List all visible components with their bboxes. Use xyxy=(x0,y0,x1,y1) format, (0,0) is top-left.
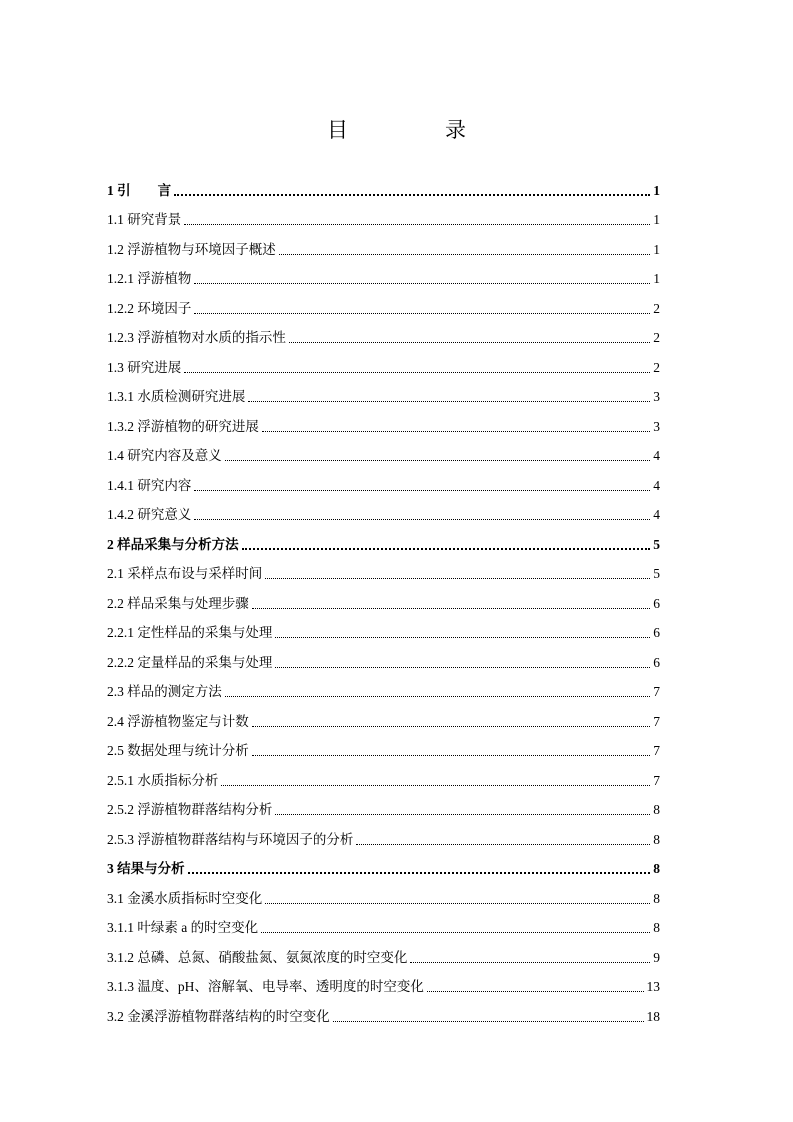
toc-entry-label: 1.3.1 水质检测研究进展 xyxy=(107,389,246,404)
toc-entry-label: 2.1 采样点布设与采样时间 xyxy=(107,566,263,581)
toc-list xyxy=(107,170,660,1026)
toc-entry-page: 2 xyxy=(653,300,660,316)
toc-entry-3[interactable] xyxy=(107,849,660,879)
toc-dot-leader xyxy=(248,401,650,402)
toc-dot-leader xyxy=(356,844,650,845)
toc-entry-page: 5 xyxy=(653,536,660,552)
toc-entry-page: 8 xyxy=(653,861,660,876)
toc-dot-leader xyxy=(252,726,651,727)
toc-entry-page: 6 xyxy=(653,625,660,640)
toc-dot-leader xyxy=(265,578,650,579)
toc-entry-1-2-2[interactable] xyxy=(107,288,660,318)
toc-entry-label: 1.1 研究背景 xyxy=(107,212,182,227)
toc-entry-page: 9 xyxy=(653,949,660,965)
toc-entry-page: 18 xyxy=(646,1008,660,1024)
toc-entry-label: 1.4.2 研究意义 xyxy=(107,507,192,522)
toc-dot-leader xyxy=(252,608,651,609)
toc-entry-1[interactable] xyxy=(107,170,660,200)
toc-entry-label: 2.2.1 定性样品的采集与处理 xyxy=(107,625,273,640)
toc-entry-3-1-1[interactable] xyxy=(107,908,660,938)
toc-entry-2[interactable] xyxy=(107,524,660,554)
toc-dot-leader xyxy=(188,872,651,874)
toc-entry-page: 2 xyxy=(653,330,660,345)
toc-dot-leader xyxy=(174,194,650,196)
toc-entry-label: 2.5 数据处理与统计分析 xyxy=(107,743,249,758)
toc-entry-page: 1 xyxy=(653,241,660,257)
toc-entry-1-2[interactable] xyxy=(107,229,660,259)
toc-entry-page: 8 xyxy=(653,890,660,906)
toc-entry-1-4[interactable] xyxy=(107,436,660,466)
toc-entry-label: 3.2 金溪浮游植物群落结构的时空变化 xyxy=(107,1008,330,1024)
toc-entry-2-5-1[interactable] xyxy=(107,760,660,790)
toc-dot-leader xyxy=(275,637,650,638)
toc-entry-label: 2.3 样品的测定方法 xyxy=(107,684,222,699)
toc-entry-2-2-1[interactable] xyxy=(107,613,660,643)
toc-dot-leader xyxy=(275,667,650,668)
toc-entry-1-2-1[interactable] xyxy=(107,259,660,289)
toc-entry-1-4-2[interactable] xyxy=(107,495,660,525)
toc-entry-2-4[interactable] xyxy=(107,701,660,731)
toc-entry-2-2[interactable] xyxy=(107,583,660,613)
toc-dot-leader xyxy=(262,431,650,432)
toc-entry-3-1-3[interactable] xyxy=(107,967,660,997)
toc-entry-label: 3.1.1 叶绿素 a 的时空变化 xyxy=(107,920,259,935)
toc-entry-page: 8 xyxy=(653,920,660,935)
toc-dot-leader xyxy=(333,1021,644,1022)
toc-entry-page: 13 xyxy=(646,979,660,994)
toc-entry-page: 3 xyxy=(653,418,660,434)
toc-entry-label: 3 结果与分析 xyxy=(107,861,185,876)
toc-entry-label: 1.2 浮游植物与环境因子概述 xyxy=(107,241,276,257)
toc-entry-label: 2.5.1 水质指标分析 xyxy=(107,772,219,788)
toc-dot-leader xyxy=(252,755,651,756)
toc-entry-label: 1.3 研究进展 xyxy=(107,359,182,375)
toc-entry-page: 1 xyxy=(653,212,660,227)
toc-dot-leader xyxy=(194,490,650,491)
toc-entry-page: 5 xyxy=(653,566,660,581)
toc-entry-label: 2.5.3 浮游植物群落结构与环境因子的分析 xyxy=(107,831,354,847)
toc-entry-2-3[interactable] xyxy=(107,672,660,702)
toc-entry-label: 2.2.2 定量样品的采集与处理 xyxy=(107,654,273,670)
toc-entry-label: 1.4.1 研究内容 xyxy=(107,477,192,493)
toc-dot-leader xyxy=(221,785,650,786)
toc-dot-leader xyxy=(265,903,650,904)
toc-entry-label: 2.4 浮游植物鉴定与计数 xyxy=(107,713,249,729)
toc-entry-3-2[interactable] xyxy=(107,996,660,1026)
toc-entry-label: 1 引 言 xyxy=(107,182,172,198)
toc-entry-label: 3.1.3 温度、pH、溶解氧、电导率、透明度的时空变化 xyxy=(107,979,424,994)
toc-dot-leader xyxy=(194,313,650,314)
toc-entry-1-3-2[interactable] xyxy=(107,406,660,436)
toc-entry-label: 2.2 样品采集与处理步骤 xyxy=(107,595,249,611)
toc-entry-page: 6 xyxy=(653,654,660,670)
toc-entry-label: 2 样品采集与分析方法 xyxy=(107,536,239,552)
toc-entry-page: 7 xyxy=(653,772,660,788)
toc-entry-page: 8 xyxy=(653,802,660,817)
toc-entry-label: 3.1 金溪水质指标时空变化 xyxy=(107,890,263,906)
toc-entry-page: 1 xyxy=(653,271,660,286)
toc-dot-leader xyxy=(261,932,650,933)
toc-entry-label: 3.1.2 总磷、总氮、硝酸盐氮、氨氮浓度的时空变化 xyxy=(107,949,408,965)
toc-entry-page: 8 xyxy=(653,831,660,847)
toc-dot-leader xyxy=(184,224,650,225)
toc-entry-page: 4 xyxy=(653,448,660,463)
toc-dot-leader xyxy=(427,991,644,992)
toc-entry-1-4-1[interactable] xyxy=(107,465,660,495)
toc-entry-page: 7 xyxy=(653,684,660,699)
toc-entry-page: 4 xyxy=(653,507,660,522)
toc-entry-2-5-3[interactable] xyxy=(107,819,660,849)
toc-entry-page: 4 xyxy=(653,477,660,493)
toc-entry-2-5-2[interactable] xyxy=(107,790,660,820)
toc-entry-1-3[interactable] xyxy=(107,347,660,377)
toc-entry-page: 1 xyxy=(653,182,660,198)
toc-dot-leader xyxy=(194,519,650,520)
toc-entry-1-3-1[interactable] xyxy=(107,377,660,407)
toc-entry-page: 6 xyxy=(653,595,660,611)
toc-entry-page: 3 xyxy=(653,389,660,404)
toc-dot-leader xyxy=(275,814,650,815)
toc-entry-3-1-2[interactable] xyxy=(107,937,660,967)
toc-entry-3-1[interactable] xyxy=(107,878,660,908)
toc-dot-leader xyxy=(279,254,651,255)
toc-dot-leader xyxy=(289,342,650,343)
toc-entry-label: 1.3.2 浮游植物的研究进展 xyxy=(107,418,259,434)
toc-dot-leader xyxy=(184,372,650,373)
toc-entry-page: 2 xyxy=(653,359,660,375)
toc-title: 目 录 xyxy=(327,118,504,142)
toc-entry-page: 7 xyxy=(653,713,660,729)
toc-entry-label: 1.4 研究内容及意义 xyxy=(107,448,222,463)
toc-dot-leader xyxy=(225,460,651,461)
toc-entry-1-2-3[interactable] xyxy=(107,318,660,348)
toc-dot-leader xyxy=(194,283,650,284)
toc-entry-page: 7 xyxy=(653,743,660,758)
toc-entry-label: 1.2.3 浮游植物对水质的指示性 xyxy=(107,330,286,345)
toc-entry-label: 2.5.2 浮游植物群落结构分析 xyxy=(107,802,273,817)
toc-entry-2-5[interactable] xyxy=(107,731,660,761)
toc-dot-leader xyxy=(225,696,651,697)
toc-entry-1-1[interactable] xyxy=(107,200,660,230)
toc-entry-label: 1.2.2 环境因子 xyxy=(107,300,192,316)
toc-dot-leader xyxy=(410,962,650,963)
toc-entry-label: 1.2.1 浮游植物 xyxy=(107,271,192,286)
toc-entry-2-2-2[interactable] xyxy=(107,642,660,672)
toc-dot-leader xyxy=(242,548,651,550)
toc-entry-2-1[interactable] xyxy=(107,554,660,584)
